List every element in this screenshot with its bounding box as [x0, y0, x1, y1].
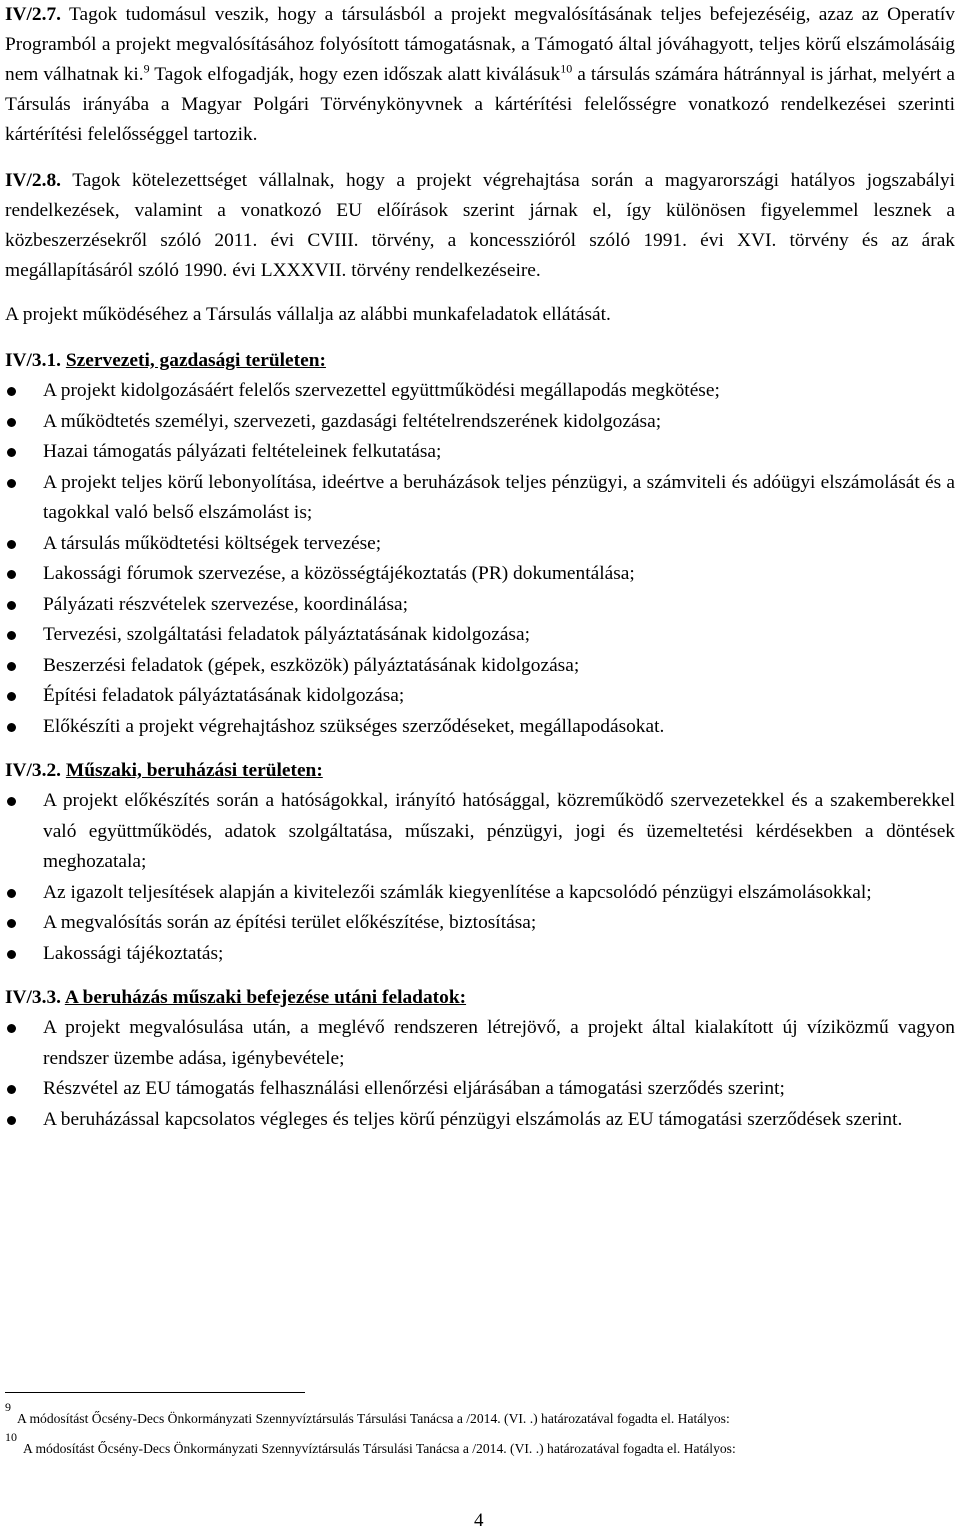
bullet-icon: [7, 950, 16, 959]
bullet-icon: [7, 601, 16, 610]
bullet-icon: [7, 631, 16, 640]
footnote-text: A módosítást Őcsény-Decs Önkormányzati Szennyvíztársulás Társulási Tanácsa a /2014. (VI. .) határozatával fogadta el. Hatályos:: [23, 1441, 736, 1456]
list-item: [5, 1105, 955, 1136]
bullet-list-iv-3-3: [5, 1013, 955, 1135]
list-item: [5, 681, 955, 712]
footnote-number: 10: [5, 1430, 17, 1444]
footnote-number: 9: [5, 1400, 11, 1414]
bullet-icon: [7, 723, 16, 732]
footnote-ref-10[interactable]: 10: [560, 61, 573, 76]
intro-paragraph: A projekt működéséhez a Társulás vállalja az alábbi munkafeladatok ellátását.: [5, 304, 611, 325]
section-heading-iv-3-2: [5, 756, 955, 786]
bullet-icon: [7, 919, 16, 928]
footnote-9: [5, 1400, 730, 1428]
section-title: A beruházás műszaki befejezése utáni feladatok:: [64, 987, 467, 1008]
list-item-text: Előkészíti a projekt végrehajtáshoz szükséges szerződéseket, megállapodásokat.: [43, 715, 665, 737]
list-item: [5, 437, 955, 468]
bullet-icon: [7, 1116, 16, 1125]
document-page: [5, 0, 955, 1135]
list-item-text: Tervezési, szolgáltatási feladatok pályáztatásának kidolgozása;: [43, 624, 530, 645]
list-item: [5, 939, 955, 970]
paragraph-text: a társulás számára hátránnyal is járhat, melyért a Társulás irányába a Magyar Polgári Törvénykönyvnek a kártérítési felelősségre vonatkozó rendelkezései szerinti kártérítési felelősséggel tartozik.: [5, 64, 956, 145]
bullet-icon: [7, 1085, 16, 1094]
section-title: Szervezeti, gazdasági területen:: [65, 350, 326, 371]
bullet-icon: [7, 540, 16, 549]
bullet-icon: [7, 418, 16, 427]
bullet-icon: [7, 479, 16, 488]
list-item: [5, 712, 955, 743]
page-number: 4: [474, 1510, 484, 1531]
list-item-text: A projekt teljes körű lebonyolítása, ideértve a beruházások teljes pénzügyi, a számviteli és adóügyi elszámolását és a tagokkal való belső elszámolást is;: [43, 471, 955, 523]
list-item: [5, 878, 955, 909]
section-number: IV/3.2.: [5, 760, 62, 781]
bullet-icon: [7, 1024, 16, 1033]
footnote-10: [5, 1430, 736, 1458]
list-item-text: Hazai támogatás pályázati feltételeinek felkutatása;: [43, 441, 442, 462]
bullet-icon: [7, 387, 16, 396]
paragraph-text: Tagok elfogadják, hogy ezen időszak alatt kiválásuk: [154, 64, 561, 85]
list-item: [5, 651, 955, 682]
list-item-text: A projekt kidolgozásáért felelős szervezettel együttműködési megállapodás megkötése;: [43, 380, 720, 401]
footnote-text: A módosítást Őcsény-Decs Önkormányzati Szennyvíztársulás Társulási Tanácsa a /2014. (VI. .) határozatával fogadta el. Hatályos:: [17, 1411, 730, 1426]
list-item-text: A projekt előkészítés során a hatóságokkal, irányító hatósággal, közreműködő szervezetekkel és a szakemberekkel való együttműködés, adatok szolgáltatása, műszaki, pénzügyi, jogi és üzemeltetési kérdésekben a döntések meghozatala;: [43, 790, 955, 872]
bullet-icon: [7, 797, 16, 806]
list-item-text: Lakossági fórumok szervezése, a közösségtájékoztatás (PR) dokumentálása;: [43, 563, 635, 584]
list-item: [5, 529, 955, 560]
paragraph-text: Tagok tudomásul veszik, hogy a társulásból a projekt megvalósításának teljes befejezéséig, azaz az Operatív Programból a projekt megvalósításához folyósított támogatásnak, a Támogató által jóváhagyott, teljes körű elszámolásáig nem válhatnak ki.: [5, 4, 955, 85]
list-item-text: Építési feladatok pályáztatásának kidolgozása;: [43, 685, 405, 706]
list-item-text: Az igazolt teljesítések alapján a kivitelezői számlák kiegyenlítése a kapcsolódó pénzügyi elszámolásokkal;: [43, 881, 872, 903]
list-item-text: A működtetés személyi, szervezeti, gazdasági feltételrendszerének kidolgozása;: [43, 410, 662, 432]
list-item-text: Részvétel az EU támogatás felhasználási ellenőrzési eljárásában a támogatási szerződés szerint;: [43, 1078, 785, 1099]
list-item: [5, 559, 955, 590]
footnote-separator: [5, 1392, 305, 1393]
footnote-ref-9[interactable]: 9: [143, 61, 150, 76]
paragraph-text: Tagok kötelezettséget vállalnak, hogy a projekt végrehajtása során a magyarországi hatályos jogszabályi rendelkezések, valamint a vonatkozó EU előírások szerint járnak el, így különösen figyelemmel lesznek a közbeszerzésekről szóló 2011. évi CVIII. törvény, a koncesszióról szóló 1991. évi XVI. törvény és az árak megállapításáról szóló 1990. évi LXXXVII. törvény rendelkezéseire.: [5, 170, 956, 281]
paragraph-iv-2-8: [5, 166, 955, 286]
bullet-icon: [7, 448, 16, 457]
bullet-list-iv-3-2: [5, 786, 955, 969]
paragraph-iv-2-7: [5, 0, 955, 150]
list-item-text: A megvalósítás során az építési terület előkészítése, biztosítása;: [43, 912, 537, 933]
list-item: [5, 620, 955, 651]
list-item: [5, 376, 955, 407]
bullet-icon: [7, 889, 16, 898]
bullet-icon: [7, 692, 16, 701]
list-item-text: Lakossági tájékoztatás;: [43, 942, 224, 964]
section-heading-iv-3-1: [5, 346, 955, 376]
list-item: [5, 786, 955, 878]
bullet-list-iv-3-1: [5, 376, 955, 742]
list-item: [5, 468, 955, 529]
list-item-text: A társulás működtetési költségek tervezése;: [43, 532, 382, 554]
section-title: Műszaki, beruházási területen:: [65, 760, 323, 781]
bullet-icon: [7, 570, 16, 579]
section-number: IV/3.3.: [5, 987, 62, 1008]
section-heading-iv-3-3: [5, 983, 955, 1013]
paragraph-number: IV/2.7.: [5, 4, 62, 25]
list-item-text: A beruházással kapcsolatos végleges és teljes körű pénzügyi elszámolás az EU támogatási szerződések szerint.: [43, 1108, 903, 1130]
section-number: IV/3.1.: [5, 350, 62, 371]
list-item-text: Pályázati részvételek szervezése, koordinálása;: [43, 593, 409, 615]
list-item: [5, 407, 955, 438]
list-item-text: A projekt megvalósulása után, a meglévő rendszeren létrejövő, a projekt által kialakított új víziközmű vagyon rendszer üzembe adása, igénybevétele;: [43, 1017, 955, 1069]
bullet-icon: [7, 662, 16, 671]
list-item-text: Beszerzési feladatok (gépek, eszközök) pályáztatásának kidolgozása;: [43, 654, 580, 676]
list-item: [5, 1013, 955, 1074]
list-item: [5, 1074, 955, 1105]
list-item: [5, 590, 955, 621]
paragraph-number: IV/2.8.: [5, 170, 62, 191]
list-item: [5, 908, 955, 939]
